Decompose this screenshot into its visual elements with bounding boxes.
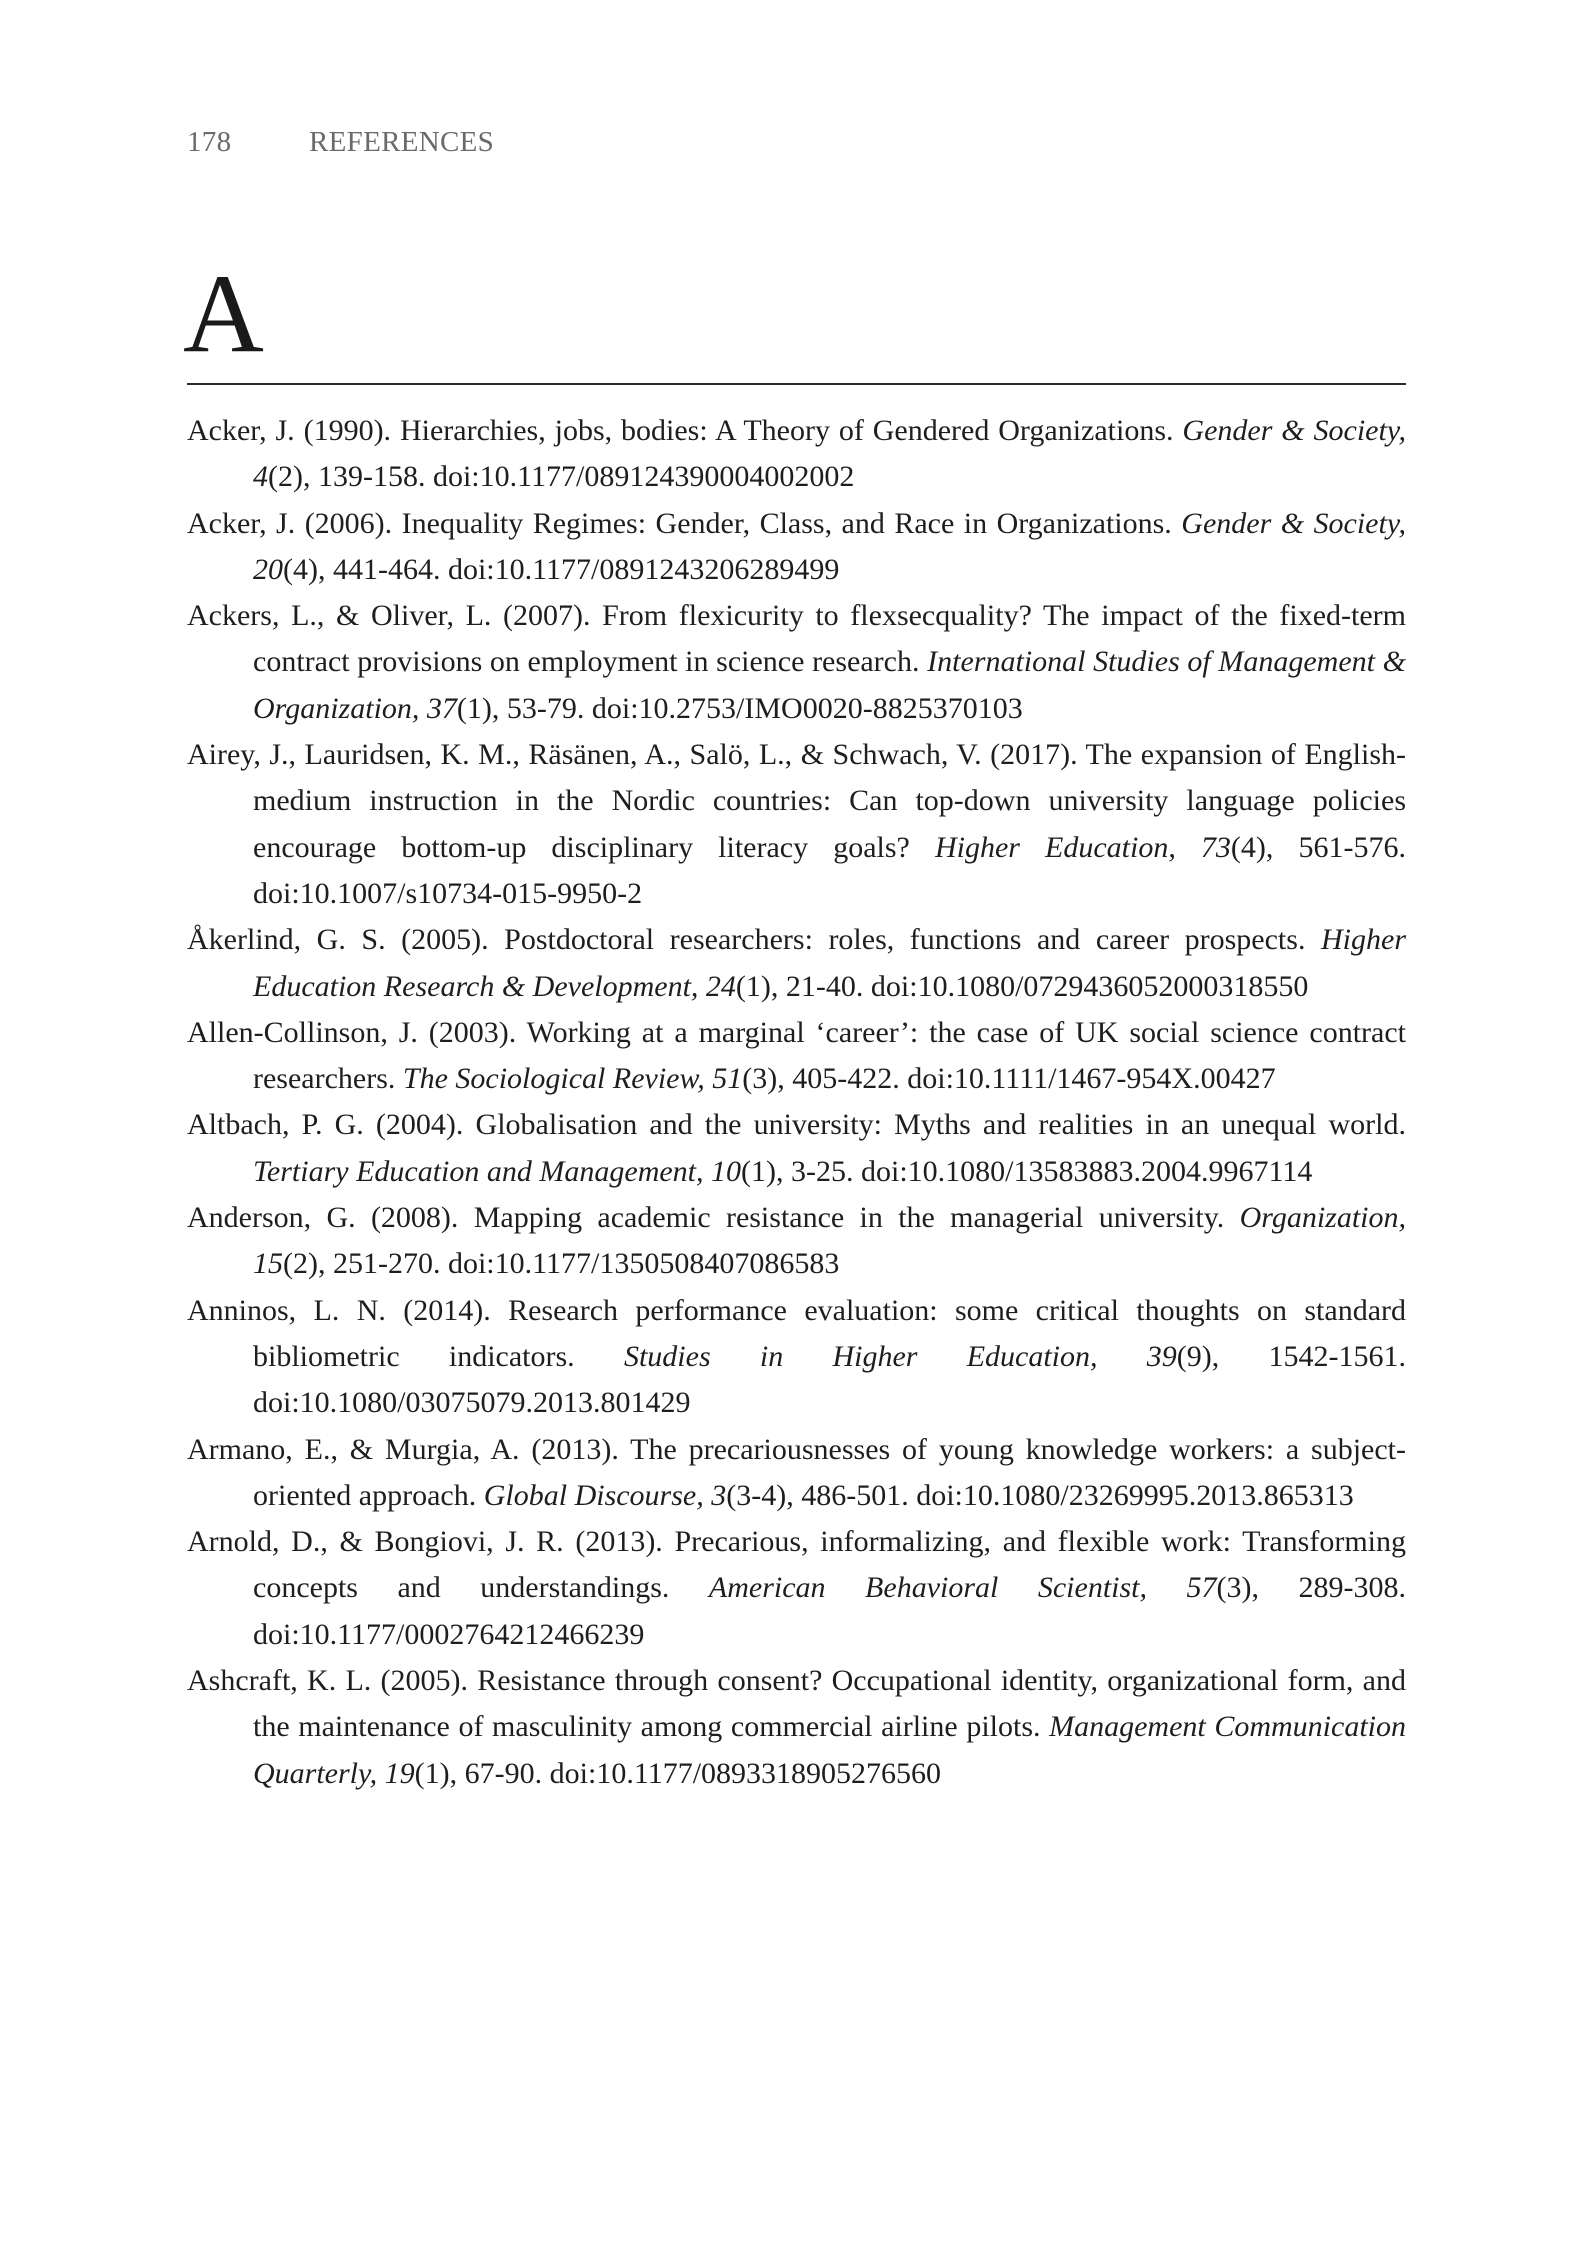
reference-journal: The Sociological Review, 51 [402,1062,743,1096]
reference-journal: Higher Education, 73 [934,830,1231,864]
reference-journal: American Behavioral Scientist, 57 [708,1571,1217,1605]
reference-journal: Gender & Society, 4 [253,414,1406,494]
reference-text: Armano, E., & Murgia, A. (2013). The precariousnesses of young knowledge workers: a subject-oriented approach. [187,1432,1406,1512]
reference-text: Allen-Collinson, J. (2003). Working at a marginal ‘career’: the case of UK social science contract researchers. [187,1015,1406,1096]
reference-journal: Gender & Society, 20 [253,506,1406,586]
reference-entry [187,1288,1406,1427]
reference-details: (4), 441-464. doi:10.1177/0891243206289499 [283,552,840,586]
running-title: REFERENCES [309,126,495,158]
reference-entry [187,1195,1406,1288]
reference-entry [187,1427,1406,1520]
reference-details: (2), 139-158. doi:10.1177/089124390004002002 [268,460,855,494]
reference-entry [187,408,1406,501]
reference-journal: Higher Education Research & Development, 24 [253,923,1406,1003]
reference-text: Ashcraft, K. L. (2005). Resistance through consent? Occupational identity, organizational form, and the maintenance of masculinity among commercial airline pilots. [187,1664,1406,1744]
reference-details: (1), 21-40. doi:10.1080/0729436052000318550 [735,969,1309,1003]
reference-entry [187,1102,1406,1195]
reference-details: (1), 67-90. doi:10.1177/0893318905276560 [414,1756,942,1790]
reference-details: (4), 561-576. doi:10.1007/s10734-015-9950-2 [253,830,1406,910]
reference-text: Airey, J., Lauridsen, K. M., Räsänen, A., Salö, L., & Schwach, V. (2017). The expansion of English-medium instruction in the Nordic countries: Can top-down university language policies encourage bottom-up disciplinary literacy goals? [187,738,1406,864]
reference-text: Arnold, D., & Bongiovi, J. R. (2013). Precarious, informalizing, and flexible work: Transforming concepts and understandings. [187,1525,1406,1605]
reference-details: (3), 289-308. doi:10.1177/0002764212466239 [253,1571,1406,1651]
reference-text: Acker, J. (2006). Inequality Regimes: Gender, Class, and Race in Organizations. [187,506,1182,540]
page-number: 178 [187,126,232,158]
reference-text: Altbach, P. G. (2004). Globalisation and the university: Myths and realities in an unequal world. [187,1108,1406,1142]
reference-text: Åkerlind, G. S. (2005). Postdoctoral researchers: roles, functions and career prospects. [187,923,1321,957]
reference-entry [187,593,1406,732]
reference-journal: Global Discourse, 3 [483,1478,727,1512]
reference-entry [187,917,1406,1010]
reference-text: Acker, J. (1990). Hierarchies, jobs, bodies: A Theory of Gendered Organizations. [187,414,1183,447]
reference-journal: Studies in Higher Education, 39 [623,1339,1177,1373]
reference-entry [187,732,1406,917]
reference-details: (9), 1542-1561. doi:10.1080/03075079.2013.801429 [253,1339,1407,1420]
reference-list [187,408,1406,1797]
reference-journal: International Studies of Management & Organization, 37 [253,645,1406,725]
reference-text: Anninos, L. N. (2014). Research performance evaluation: some critical thoughts on standard bibliometric indicators. [187,1293,1406,1373]
running-header [187,126,494,159]
reference-entry [187,1519,1406,1658]
section-divider [187,383,1406,385]
reference-journal: Organization, 15 [253,1201,1406,1281]
reference-journal: Tertiary Education and Management, 10 [253,1154,742,1188]
reference-details: (1), 3-25. doi:10.1080/13583883.2004.9967114 [741,1154,1313,1188]
section-letter-heading: A [183,252,264,376]
reference-text: Ackers, L., & Oliver, L. (2007). From flexicurity to flexsecquality? The impact of the fixed-term contract provisions on employment in science research. [187,599,1406,679]
reference-entry [187,501,1406,594]
reference-details: (3-4), 486-501. doi:10.1080/23269995.2013.865313 [726,1478,1354,1512]
reference-details: (3), 405-422. doi:10.1111/1467-954X.00427 [742,1062,1276,1096]
reference-details: (1), 53-79. doi:10.2753/IMO0020-8825370103 [456,691,1023,725]
reference-entry [187,1010,1406,1103]
reference-journal: Management Communication Quarterly, 19 [253,1710,1406,1790]
reference-text: Anderson, G. (2008). Mapping academic resistance in the managerial university. [187,1201,1240,1235]
reference-details: (2), 251-270. doi:10.1177/1350508407086583 [283,1247,840,1281]
reference-entry [187,1658,1406,1797]
